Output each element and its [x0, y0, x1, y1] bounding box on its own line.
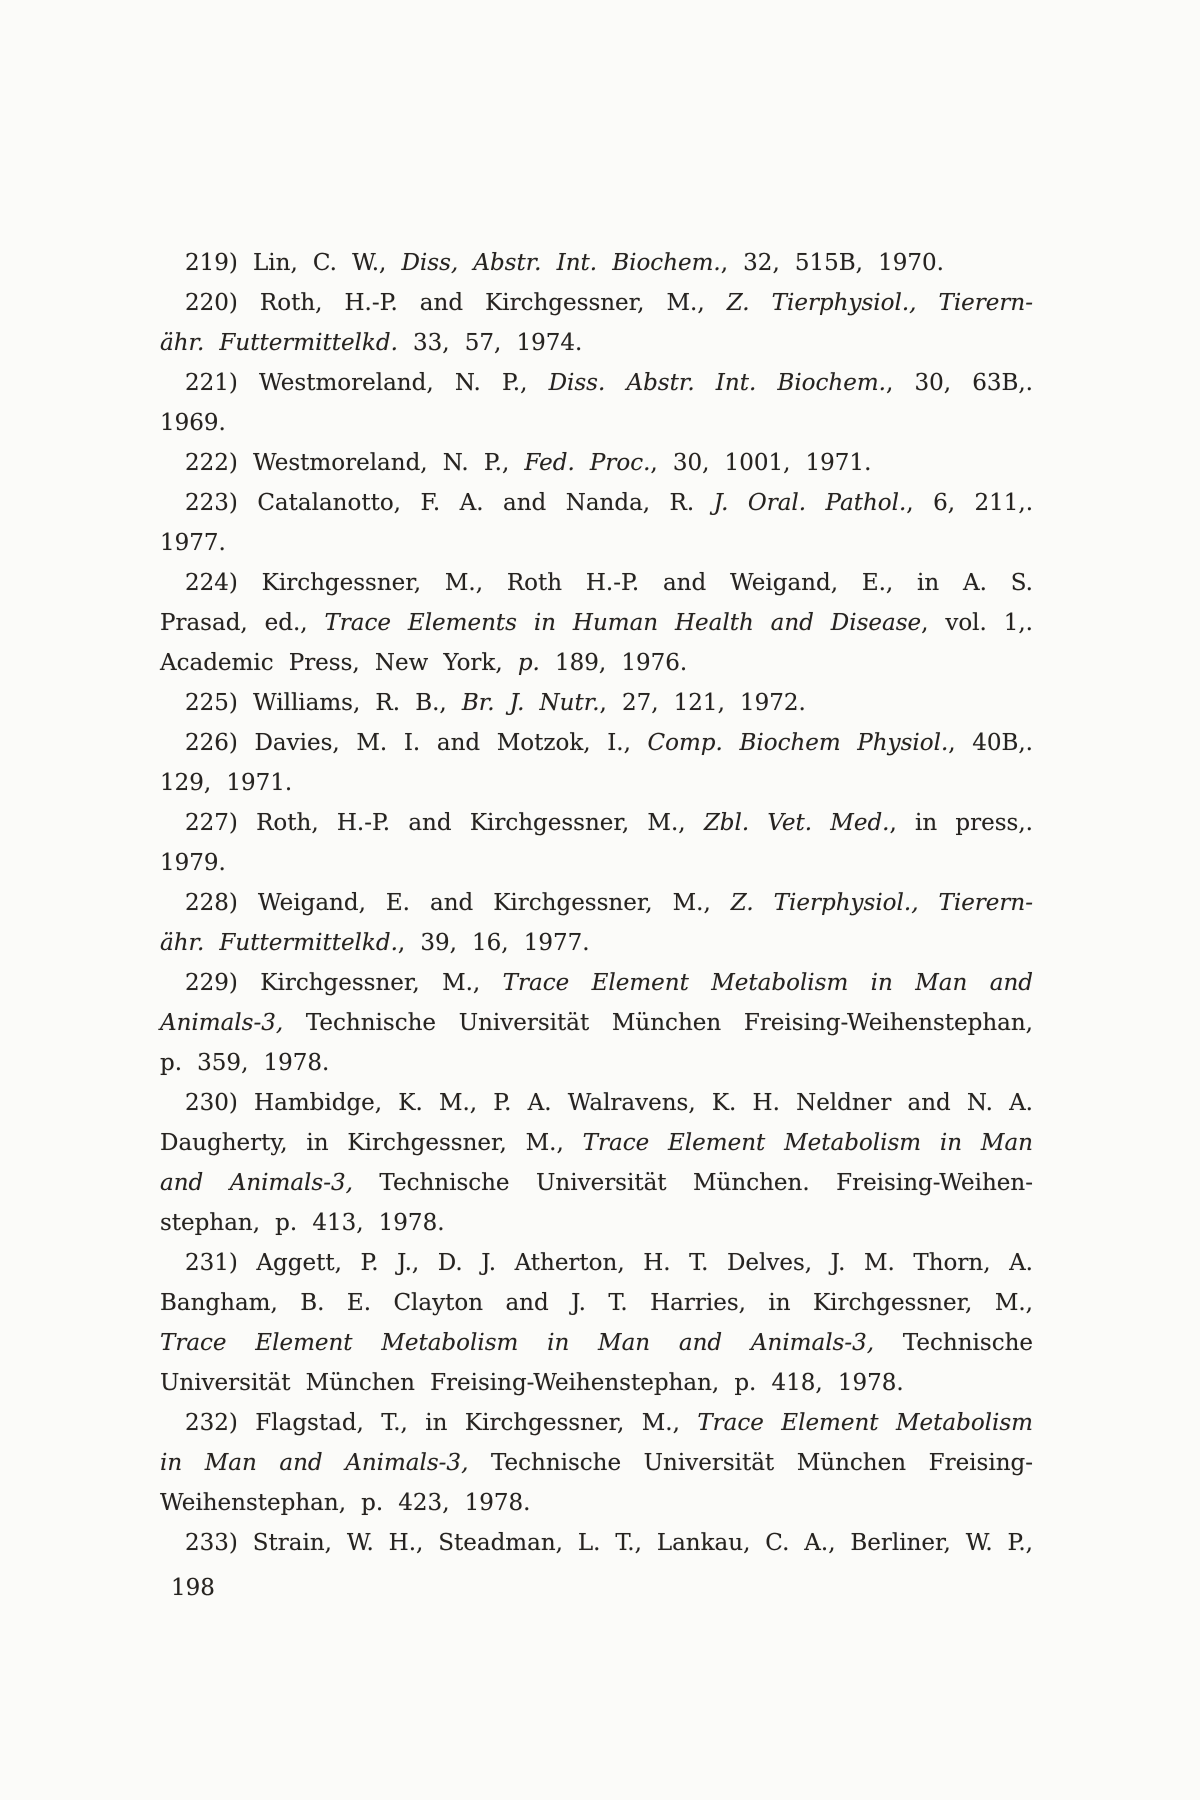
text-segment: Bangham, B. E. Clayton and J. T. Harries, in Kirchgessner, M., — [160, 1290, 1033, 1316]
reference-line — [160, 403, 1033, 443]
reference-line — [160, 1523, 1033, 1563]
text-segment: Universität München Freising-Weihenstephan, p. 418, 1978. — [160, 1370, 904, 1396]
text-segment: 189, 1976. — [539, 650, 688, 676]
reference-line — [160, 443, 1033, 483]
text-segment: , 6, 211,. — [906, 490, 1034, 516]
reference-line — [160, 243, 1033, 283]
journal-title-segment: Animals-3, — [160, 1010, 284, 1036]
journal-title-segment: ähr. Futtermittelkd. — [160, 930, 398, 956]
journal-title-segment: Trace Elements in Human Health and Disease — [324, 610, 922, 636]
reference-line — [160, 1403, 1033, 1443]
text-segment: 230) Hambidge, K. M., P. A. Walravens, K. H. Neldner and N. A. — [185, 1090, 1033, 1116]
page-number: 198 — [171, 1575, 215, 1601]
reference-line — [160, 1443, 1033, 1483]
text-segment: Daugherty, in Kirchgessner, M., — [160, 1130, 583, 1156]
reference-line — [160, 1203, 1033, 1243]
journal-title-segment: Diss, Abstr. Int. Biochem. — [401, 250, 721, 276]
text-segment: 1969. — [160, 410, 226, 436]
text-segment: Weihenstephan, p. 423, 1978. — [160, 1490, 531, 1516]
journal-title-segment: Trace Element Metabolism in Man and — [502, 970, 1033, 996]
reference-line — [160, 603, 1033, 643]
reference-line — [160, 1243, 1033, 1283]
reference-list — [160, 243, 1033, 1563]
journal-title-segment: Br. J. Nutr. — [461, 690, 600, 716]
text-segment: Technische — [874, 1330, 1034, 1356]
text-segment: , in press,. — [889, 810, 1033, 836]
reference-line — [160, 1163, 1033, 1203]
reference-line — [160, 1363, 1033, 1403]
text-segment: 227) Roth, H.-P. and Kirchgessner, M., — [185, 810, 704, 836]
reference-line — [160, 1323, 1033, 1363]
journal-title-segment: Fed. Proc. — [524, 450, 651, 476]
text-segment: stephan, p. 413, 1978. — [160, 1210, 445, 1236]
reference-line — [160, 1483, 1033, 1523]
text-segment: , vol. 1,. — [921, 610, 1033, 636]
journal-title-segment: J. Oral. Pathol. — [713, 490, 907, 516]
text-segment: 233) Strain, W. H., Steadman, L. T., Lankau, C. A., Berliner, W. P., — [185, 1530, 1033, 1556]
text-segment: 232) Flagstad, T., in Kirchgessner, M., — [185, 1410, 698, 1436]
journal-title-segment: Comp. Biochem Physiol. — [647, 730, 949, 756]
text-segment: Technische Universität München. Freising-Weihen- — [352, 1170, 1033, 1196]
text-segment: , 39, 16, 1977. — [397, 930, 590, 956]
reference-line — [160, 483, 1033, 523]
reference-line — [160, 923, 1033, 963]
text-segment: , 32, 515B, 1970. — [720, 250, 944, 276]
reference-line — [160, 883, 1033, 923]
text-segment: 229) Kirchgessner, M., — [185, 970, 503, 996]
text-segment: 129, 1971. — [160, 770, 293, 796]
text-segment: 225) Williams, R. B., — [185, 690, 462, 716]
journal-title-segment: Z. Tierphysiol., Tierern- — [730, 890, 1033, 916]
text-segment: Academic Press, New York, — [160, 650, 518, 676]
reference-line — [160, 843, 1033, 883]
text-segment: 222) Westmoreland, N. P., — [185, 450, 525, 476]
text-segment: 221) Westmoreland, N. P., — [185, 370, 549, 396]
reference-line — [160, 1043, 1033, 1083]
reference-line — [160, 803, 1033, 843]
reference-line — [160, 1123, 1033, 1163]
journal-title-segment: Trace Element Metabolism in Man — [582, 1130, 1033, 1156]
journal-title-segment: and Animals-3, — [160, 1170, 353, 1196]
reference-line — [160, 683, 1033, 723]
reference-line — [160, 563, 1033, 603]
journal-title-segment: Z. Tierphysiol., Tierern- — [726, 290, 1033, 316]
reference-line — [160, 1003, 1033, 1043]
reference-line — [160, 763, 1033, 803]
reference-line — [160, 723, 1033, 763]
text-segment: 219) Lin, C. W., — [185, 250, 402, 276]
journal-title-segment: in Man and Animals-3, — [160, 1450, 469, 1476]
text-segment: 223) Catalanotto, F. A. and Nanda, R. — [185, 490, 714, 516]
text-segment: Prasad, ed., — [160, 610, 325, 636]
reference-line — [160, 1283, 1033, 1323]
text-segment: p. 359, 1978. — [160, 1050, 330, 1076]
journal-title-segment: Zbl. Vet. Med. — [703, 810, 890, 836]
reference-line — [160, 363, 1033, 403]
journal-title-segment: p. — [517, 650, 540, 676]
text-segment: , 40B,. — [948, 730, 1033, 756]
text-segment: , 27, 121, 1972. — [599, 690, 806, 716]
text-segment: 226) Davies, M. I. and Motzok, I., — [185, 730, 648, 756]
text-segment: 1977. — [160, 530, 226, 556]
text-segment: 220) Roth, H.-P. and Kirchgessner, M., — [185, 290, 727, 316]
journal-title-segment: Trace Element Metabolism — [697, 1410, 1033, 1436]
reference-line — [160, 323, 1033, 363]
reference-line — [160, 643, 1033, 683]
reference-line — [160, 283, 1033, 323]
text-segment: 1979. — [160, 850, 226, 876]
text-segment: 33, 57, 1974. — [397, 330, 583, 356]
reference-line — [160, 1083, 1033, 1123]
journal-title-segment: ähr. Futtermittelkd. — [160, 330, 398, 356]
text-segment: 228) Weigand, E. and Kirchgessner, M., — [185, 890, 731, 916]
text-segment: , 30, 63B,. — [885, 370, 1033, 396]
text-segment: Technische Universität München Freising-Weihenstephan, — [283, 1010, 1033, 1036]
reference-line — [160, 963, 1033, 1003]
text-segment: , 30, 1001, 1971. — [650, 450, 872, 476]
text-segment: Technische Universität München Freising- — [468, 1450, 1034, 1476]
journal-title-segment: Diss. Abstr. Int. Biochem. — [548, 370, 886, 396]
reference-line — [160, 523, 1033, 563]
text-segment: 224) Kirchgessner, M., Roth H.-P. and Weigand, E., in A. S. — [185, 570, 1033, 596]
journal-title-segment: Trace Element Metabolism in Man and Animals-3, — [160, 1330, 875, 1356]
text-segment: 231) Aggett, P. J., D. J. Atherton, H. T. Delves, J. M. Thorn, A. — [185, 1250, 1033, 1276]
